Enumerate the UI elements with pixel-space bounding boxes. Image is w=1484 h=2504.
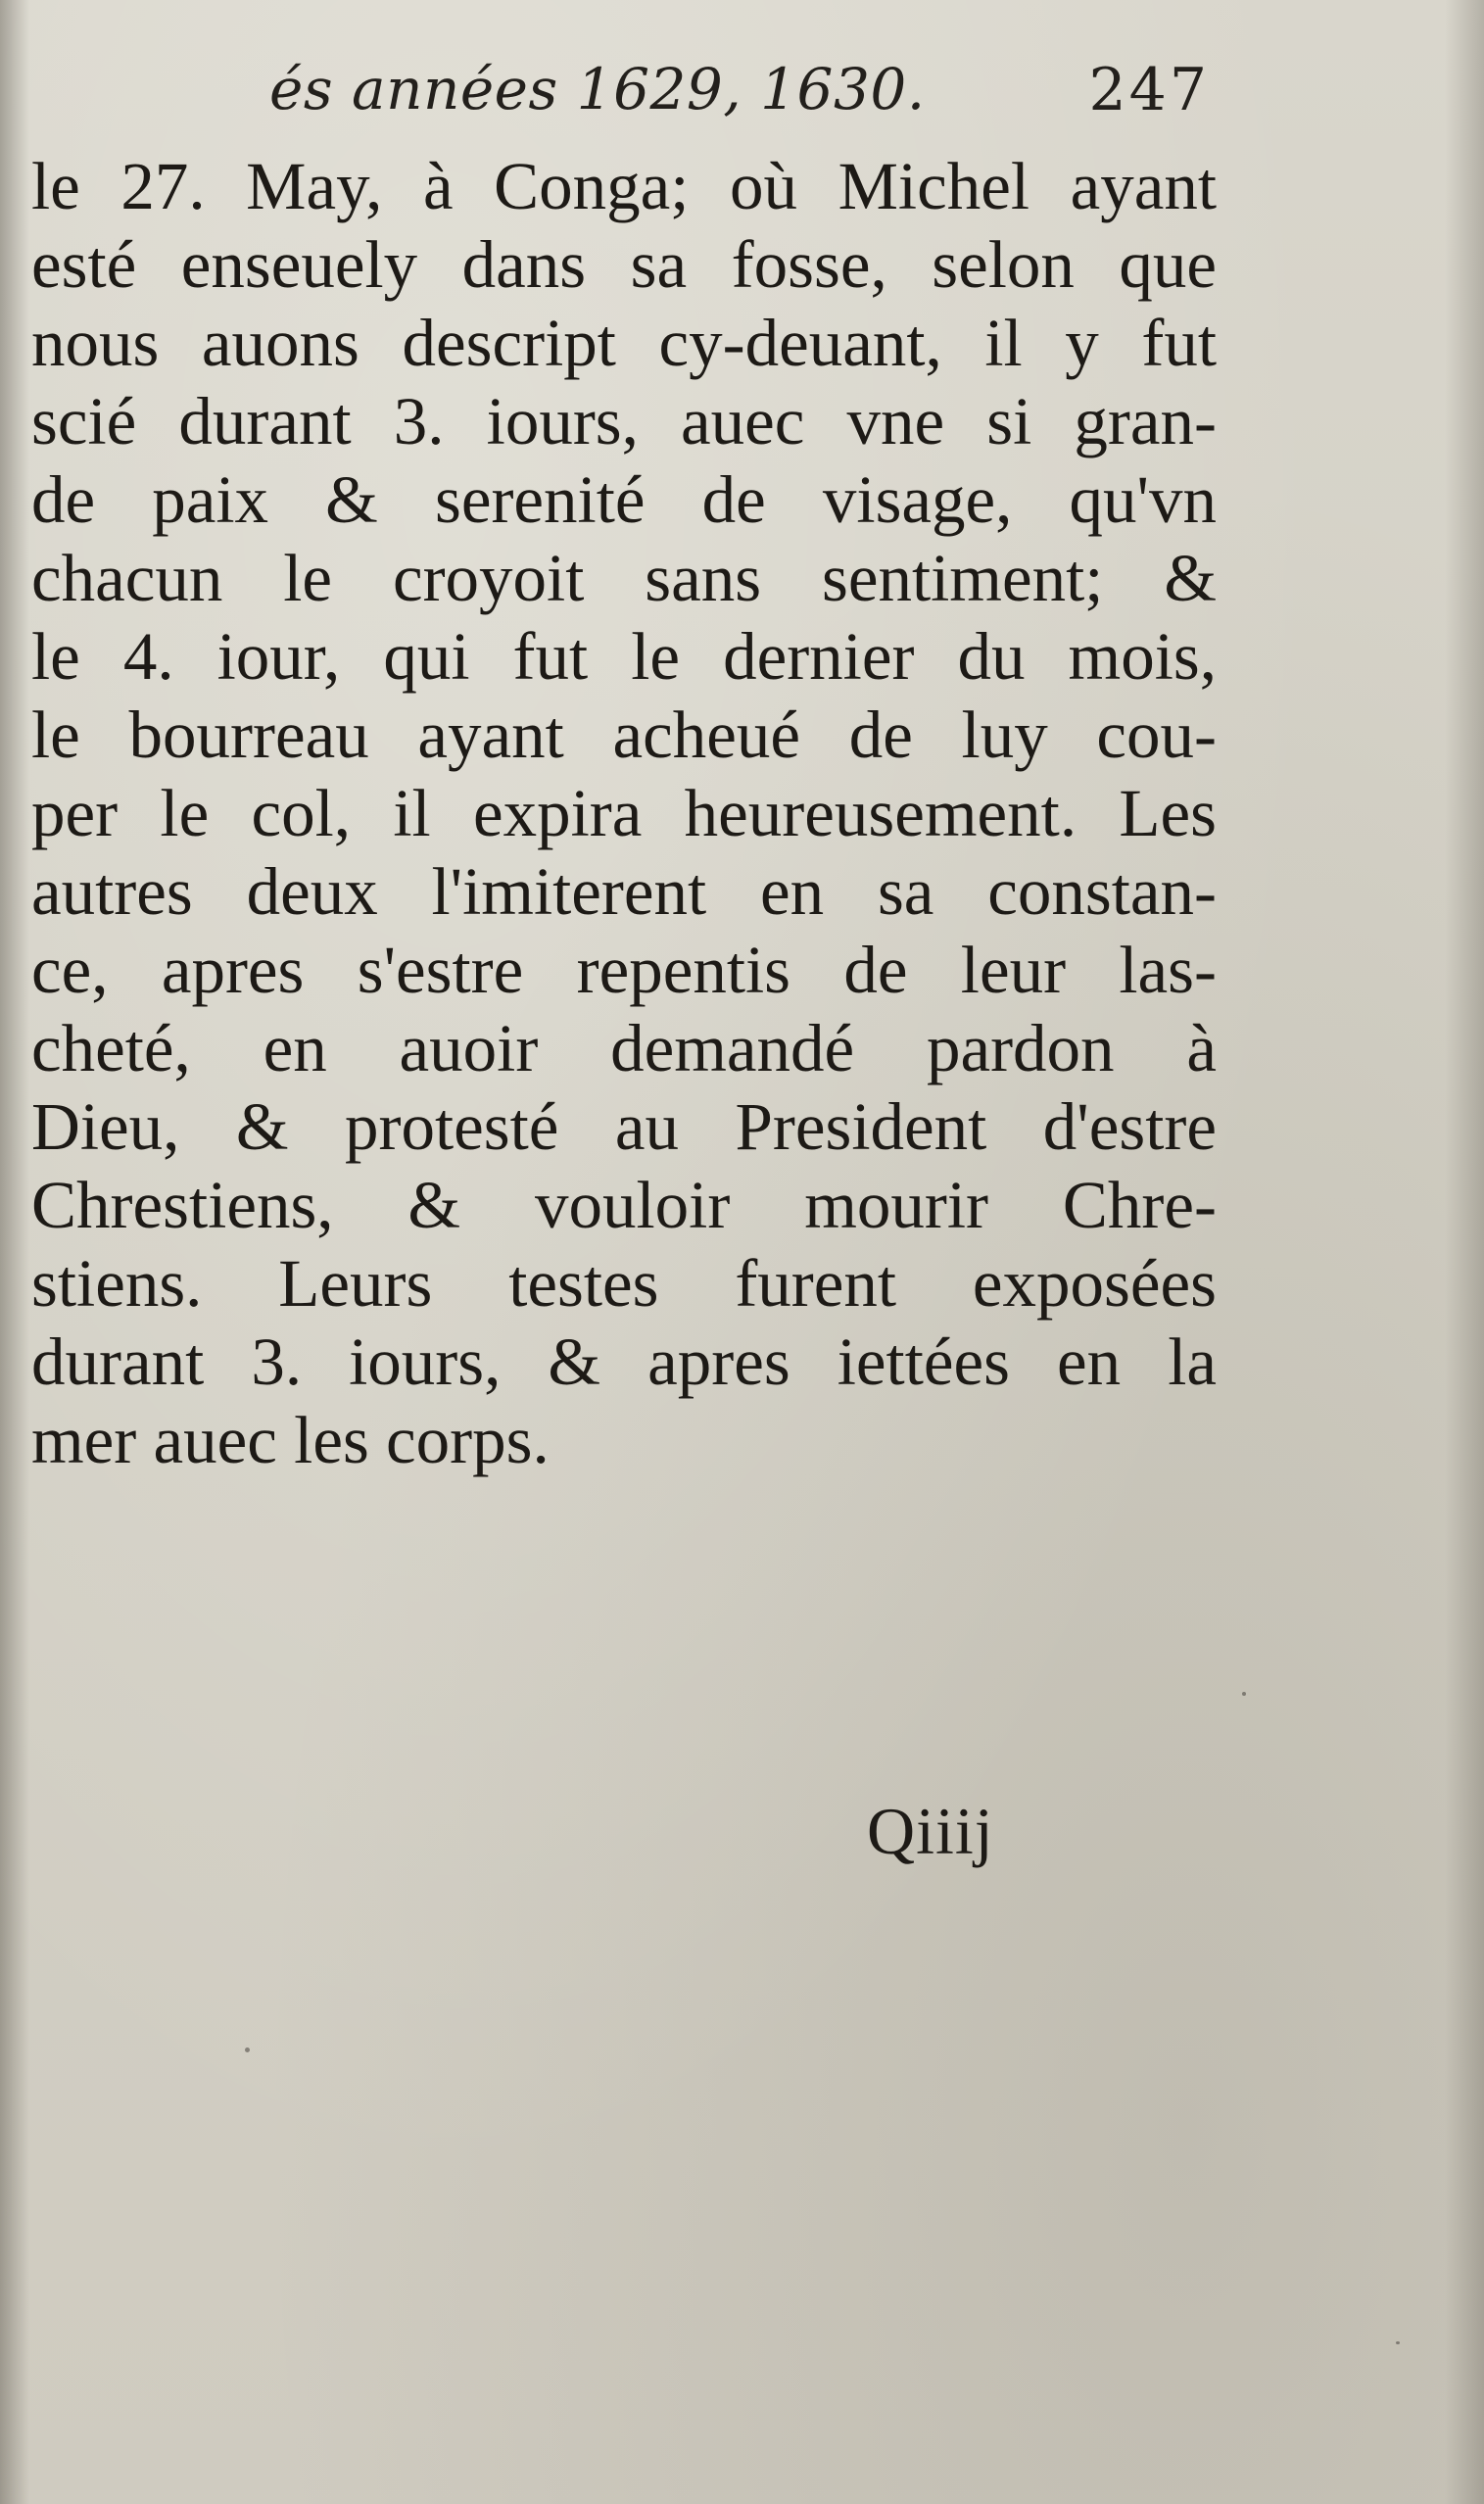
running-title: és années 1629, 1630. xyxy=(269,56,926,122)
text-line: stiens. Leurs testes furent exposées xyxy=(31,1246,1217,1321)
signature-mark: Qiiij xyxy=(867,1794,994,1868)
text-line: Dieu, & protesté au President d'estre xyxy=(31,1089,1217,1164)
running-head xyxy=(269,56,1210,149)
text-line: le 27. May, à Conga; où Michel ayant xyxy=(31,149,1217,223)
paper-speck xyxy=(245,2047,250,2052)
text-line: per le col, il expira heureusement. Les xyxy=(31,776,1217,850)
text-line: nous auons descript cy-deuant, il y fut xyxy=(31,306,1217,380)
text-line: Chrestiens, & vouloir mourir Chre- xyxy=(31,1168,1217,1242)
text-line: mer auec les corps. xyxy=(31,1403,550,1477)
paper-speck xyxy=(1242,1692,1246,1696)
text-line: le bourreau ayant acheué de luy cou- xyxy=(31,698,1217,772)
text-line: cheté, en auoir demandé pardon à xyxy=(31,1011,1217,1085)
text-line: chacun le croyoit sans sentiment; & xyxy=(31,541,1217,615)
text-line: durant 3. iours, & apres iettées en la xyxy=(31,1324,1217,1399)
text-line: scié durant 3. iours, auec vne si gran- xyxy=(31,384,1217,458)
text-line: autres deux l'imiterent en sa constan- xyxy=(31,854,1217,929)
paper-speck xyxy=(1396,2341,1400,2344)
text-line: esté enseuely dans sa fosse, selon que xyxy=(31,227,1217,302)
text-line: de paix & serenité de visage, qu'vn xyxy=(31,462,1217,537)
body-text xyxy=(31,147,1217,1479)
page-number: 247 xyxy=(1088,56,1210,124)
text-line: ce, apres s'estre repentis de leur las- xyxy=(31,933,1217,1007)
text-line: le 4. iour, qui fut le dernier du mois, xyxy=(31,619,1217,694)
